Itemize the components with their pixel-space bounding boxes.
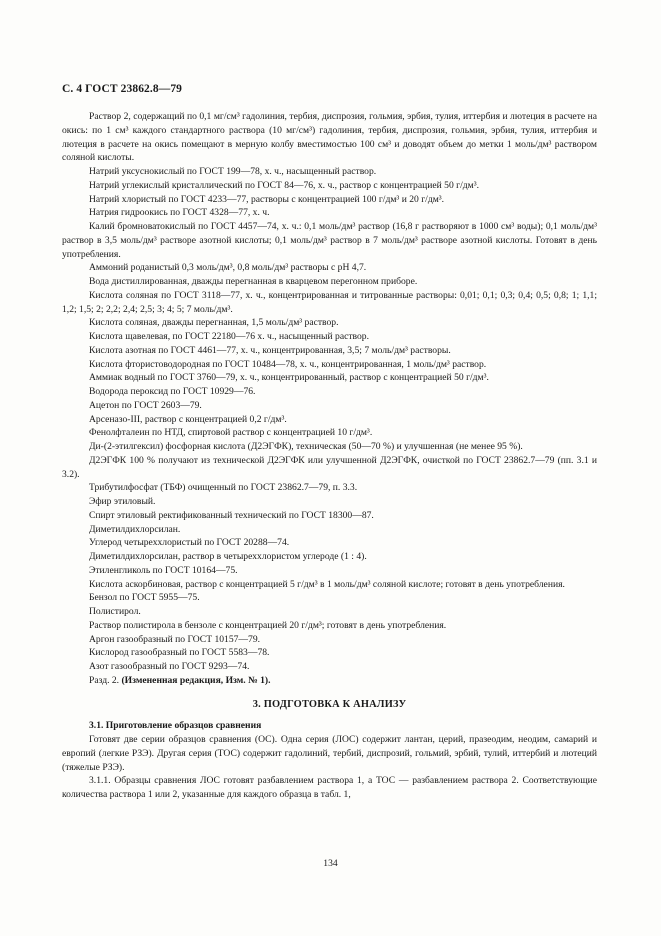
page-number: 134 xyxy=(323,858,338,869)
paragraph: Раствор полистирола в бензоле с концентрацией 20 г/дм³; готовят в день употребления. xyxy=(89,619,447,631)
paragraph: 3.1.1. Образцы сравнения ЛОС готовят разбавлением раствора 1, а ТОС — разбавлением раствора 2. Соответствующие количества раствора 1 или 2, указанные для каждого образца в табл. 1, xyxy=(62,775,597,800)
paragraph: Спирт этиловый ректификованный технический по ГОСТ 18300—87. xyxy=(89,509,374,521)
paragraph: Углерод четыреххлористый по ГОСТ 20288—74. xyxy=(89,537,290,549)
paragraph: Натрий углекислый кристаллический по ГОСТ 84—76, х. ч., раствор с концентрацией 50 г/дм³. xyxy=(89,179,479,191)
paragraph: Кислота соляная по ГОСТ 3118—77, х. ч., концентрированная и титрованные растворы: 0,01; 0,1; 0,3; 0,4; 0,5; 0,8; 1; 1,1; 1,2; 1,5; 2; 2,2; 2,4; 2,5; 3; 4; 5; 7 моль/дм³. xyxy=(62,289,597,315)
subsection-title: 3.1. Приготовление образцов сравнения xyxy=(89,720,262,732)
paragraph: Этиленгликоль по ГОСТ 10164—75. xyxy=(89,564,238,576)
paragraph: Раствор 2, содержащий по 0,1 мг/см³ гадолиния, тербия, диспрозия, гольмия, эрбия, тулия, иттербия и лютеция в расчете на окись: по 1 см³ каждого стандартного раствора (10 мг/см³) гадолиния, тербия, диспрозия, гольмия, эрбия, тулия, иттербия и лютеция в расчете на окись помещают в мерную колбу вместимостью 100 см³ и доводят объем до метки 1 моль/дм³ раствором соляной кислоты. xyxy=(62,111,597,164)
edition-note-bold: (Измененная редакция, Изм. № 1). xyxy=(121,674,271,686)
paragraph: Эфир этиловый. xyxy=(89,496,156,507)
document-body xyxy=(62,110,597,802)
paragraph: Аргон газообразный по ГОСТ 10157—79. xyxy=(89,633,261,645)
paragraph: Ацетон по ГОСТ 2603—79. xyxy=(89,399,202,411)
paragraph: Готовят две серии образцов сравнения (ОС). Одна серия (ЛОС) содержит лантан, церий, празеодим, неодим, самарий и европий (легкие РЗЭ). Другая серия (ТОС) содержит гадолиний, тербий, диспрозий, гольмий, эрбий, тулий, иттербий и лютеций (тяжелые РЗЭ). xyxy=(62,734,597,773)
paragraph: Натрий хлористый по ГОСТ 4233—77, растворы с концентрацией 100 г/дм³ и 20 г/дм³. xyxy=(89,193,445,205)
paragraph: Вода дистиллированная, дважды перегнанная в кварцевом перегонном приборе. xyxy=(89,276,418,287)
paragraph: Кислота соляная, дважды перегнанная, 1,5 моль/дм³ раствор. xyxy=(89,317,339,329)
paragraph: Азот газообразный по ГОСТ 9293—74. xyxy=(89,661,250,672)
paragraph: Калий бромноватокислый по ГОСТ 4457—74, х. ч.: 0,1 моль/дм³ раствор (16,8 г растворяют в 1000 см³ воды); 0,1 моль/дм³ раствор в 3,5 моль/дм³ растворе азотной кислоты; 0,1 моль/дм³ раствор в 7 моль/дм³ растворе азотной кислоты. Готовят в день употребления. xyxy=(62,221,597,260)
paragraph: Ди-(2-этилгексил) фосфорная кислота (Д2ЭГФК), техническая (50—70 %) и улучшенная (не менее 95 %). xyxy=(89,441,523,452)
paragraph: Арсеназо-III, раствор с концентрацией 0,2 г/дм³. xyxy=(89,413,287,425)
paragraph: Кислота фтористоводородная по ГОСТ 10484—78, х. ч., концентрированная, 1 моль/дм³ раствор. xyxy=(89,358,487,370)
paragraph: Водорода пероксид по ГОСТ 10929—76. xyxy=(89,386,256,397)
edition-note-prefix: Разд. 2. xyxy=(89,674,122,686)
paragraph: Натрий уксуснокислый по ГОСТ 199—78, х. ч., насыщенный раствор. xyxy=(89,166,377,177)
edition-note xyxy=(62,674,597,688)
section-heading: 3. ПОДГОТОВКА К АНАЛИЗУ xyxy=(252,698,407,710)
subsection-heading xyxy=(62,719,597,733)
paragraph: Кислота аскорбиновая, раствор с концентрацией 5 г/дм³ в 1 моль/дм³ соляной кислоте; готовят в день употребления. xyxy=(89,578,565,590)
paragraph: Аммоний роданистый 0,3 моль/дм³, 0,8 моль/дм³ растворы с рН 4,7. xyxy=(89,262,367,274)
paragraph: Кислота щавелевая, по ГОСТ 22180—76 х. ч., насыщенный раствор. xyxy=(89,331,369,342)
paragraph: Фенолфталеин по НТД, спиртовой раствор с концентрацией 10 г/дм³. xyxy=(89,427,373,439)
page-header: С. 4 ГОСТ 23862.8—79 xyxy=(62,83,183,95)
paragraph: Кислота азотная по ГОСТ 4461—77, х. ч., концентрированная, 3,5; 7 моль/дм³ растворы. xyxy=(89,344,451,356)
paragraph: Диметилдихлорсилан. xyxy=(89,523,181,535)
paragraph: Полистирол. xyxy=(89,606,141,617)
paragraph: Натрия гидроокись по ГОСТ 4328—77, х. ч. xyxy=(89,207,270,219)
paragraph: Трибутилфосфат (ТБФ) очищенный по ГОСТ 23862.7—79, п. 3.3. xyxy=(89,482,358,494)
paragraph: Бензол по ГОСТ 5955—75. xyxy=(89,592,200,604)
paragraph: Диметилдихлорсилан, раствор в четыреххлористом углероде (1 : 4). xyxy=(89,551,367,562)
paragraph: Кислород газообразный по ГОСТ 5583—78. xyxy=(89,647,270,659)
paragraph: Д2ЭГФК 100 % получают из технической Д2ЭГФК или улучшенной Д2ЭГФК, очисткой по ГОСТ 23862.7—79 (пп. 3.1 и 3.2). xyxy=(62,454,597,480)
paragraph: Аммиак водный по ГОСТ 3760—79, х. ч., концентрированный, раствор с концентрацией 50 г/дм³. xyxy=(89,372,489,384)
